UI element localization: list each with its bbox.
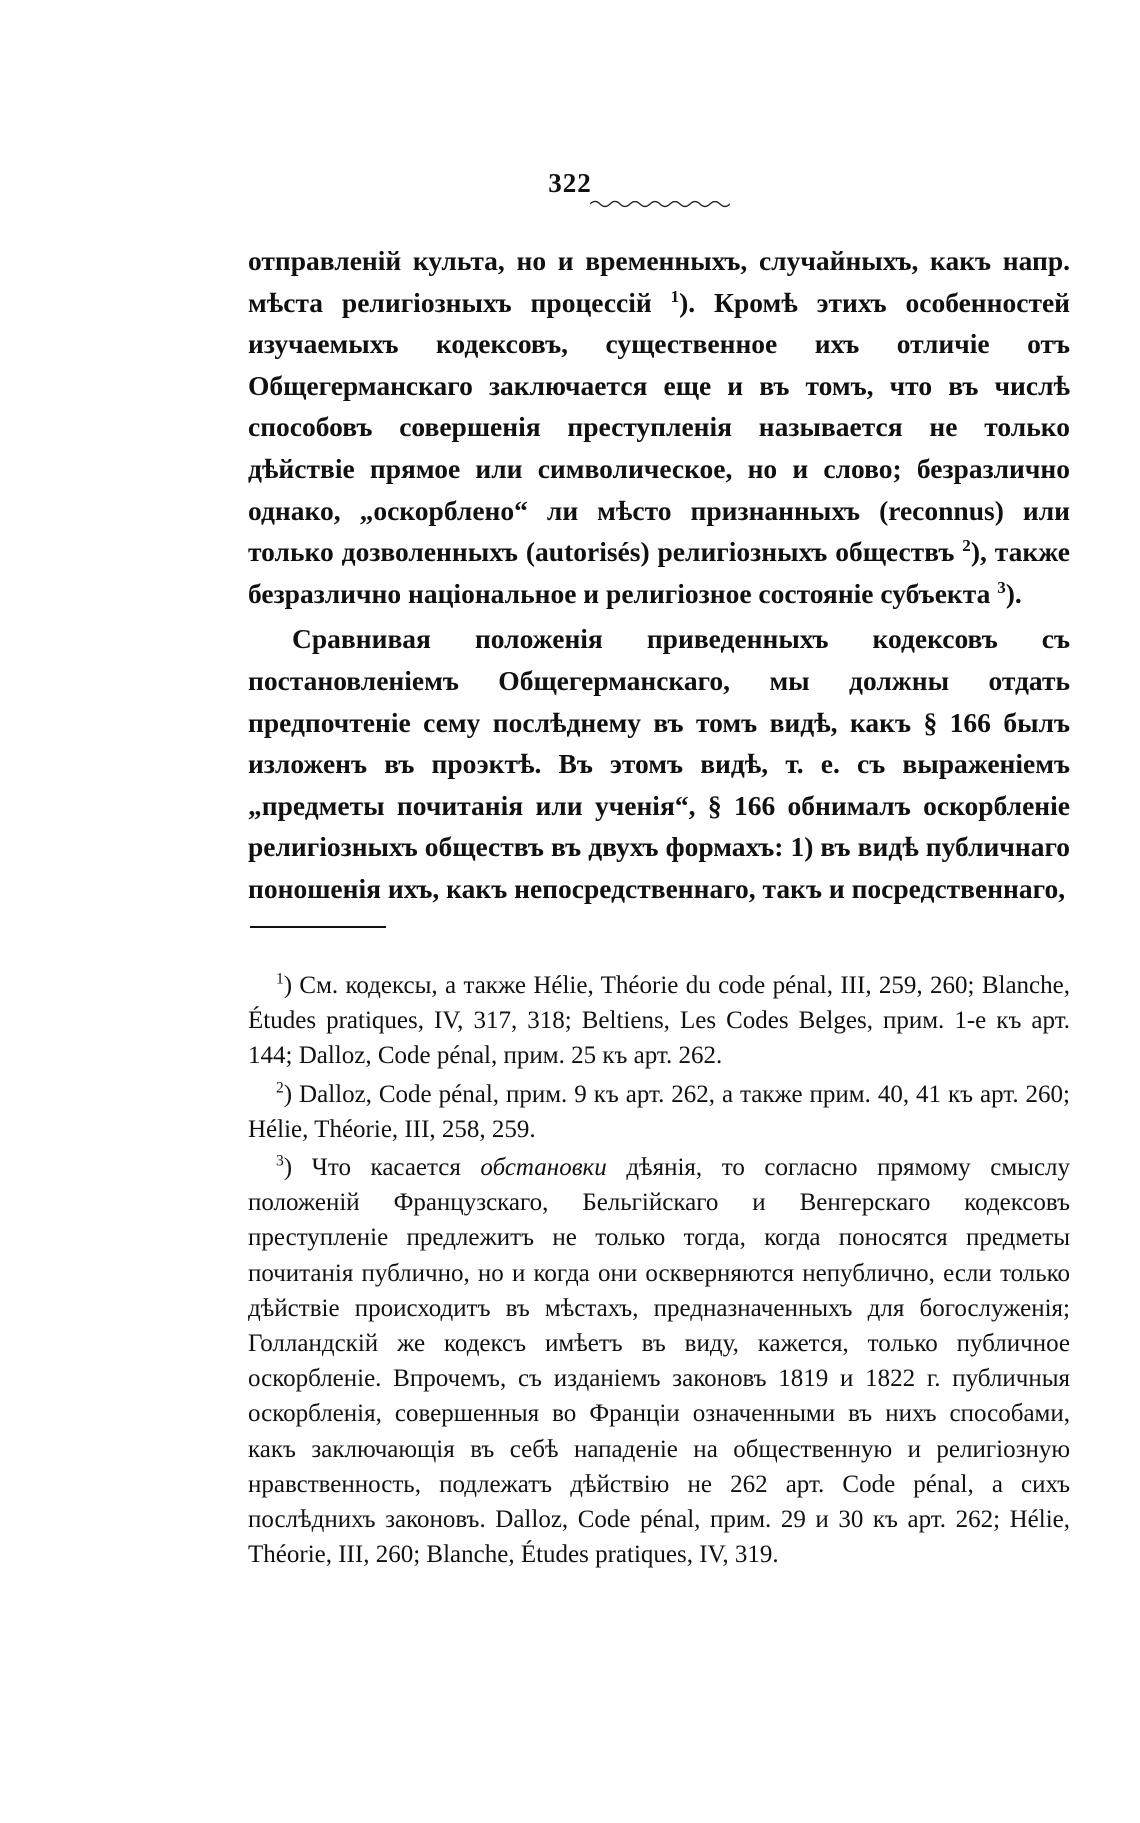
main-text <box>248 240 1070 910</box>
footnote-3-italic: обстановки <box>480 1154 607 1182</box>
footnote-2-marker: 2 <box>276 1079 284 1097</box>
paragraph-1-part-4: ). <box>1005 577 1022 609</box>
footnote-2-text: ) Dalloz, Code pénal, прим. 9 къ арт. 262, а также прим. 40, 41 къ арт. 260; Hélie, Théorie, III, 258, 259. <box>248 1080 1070 1143</box>
footnote-3-text-before: ) Что касается <box>283 1154 481 1182</box>
footnote-3-text-after: дѣянія, то согласно прямому смыслу положеній Французскаго, Бельгійскаго и Венгерскаго кодексовъ преступленіе предлежитъ не только тогда, когда поносятся предметы почитанія публично, но и когда они оскверняются непублично, если только дѣйствіе происходитъ въ мѣстахъ, предназначенныхъ для богослуженія; Голландскій же кодексъ имѣетъ въ виду, кажется, только публичное оскорбленіе. Впрочемъ, съ изданіемъ законовъ 1819 и 1822 г. публичныя оскорбленія, совершенныя во Франціи означенными въ нихъ способами, какъ заключающія въ себѣ нападеніе на общественную и религіозную нравственность, подлежатъ дѣйствію не 262 арт. Code pénal, а сихъ послѣднихъ законовъ. Dalloz, Code pénal, прим. 29 и 30 къ арт. 262; Hélie, Théorie, III, 260; Blanche, Études pratiques, IV, 319. <box>248 1154 1071 1569</box>
footnote-3 <box>248 1150 1070 1572</box>
footnote-1-marker: 1 <box>276 970 284 988</box>
footnote-ref-2: 2 <box>962 536 971 555</box>
footnote-1 <box>248 968 1070 1074</box>
footnote-2 <box>248 1077 1070 1147</box>
paragraph-1 <box>248 240 1070 614</box>
page-number: 322 <box>548 168 592 198</box>
paragraph-1-part-1: отправленій культа, но и временныхъ, случайныхъ, какъ напр. мѣста религіозныхъ процессій <box>248 245 1070 318</box>
footnote-1-text: ) См. кодексы, а также Hélie, Théorie du code pénal, III, 259, 260; Blanche, Études pratiques, IV, 317, 318; Beltiens, Les Codes Belges, прим. 1-е къ арт. 144; Dalloz, Code pénal, прим. 25 къ арт. 262. <box>248 972 1070 1070</box>
paragraph-1-part-2: ). Кромѣ этихъ особенностей изучаемыхъ кодексовъ, существенное ихъ отличіе отъ Общегерманскаго заключается еще и въ томъ, что въ числѣ способовъ совершенія преступленія называется не только дѣйствіе прямое или символическое, но и слово; безразлично однако, „оскорблено“ ли мѣсто признанныхъ (reconnus) или только дозволенныхъ (autorisés) религіозныхъ обществъ <box>248 286 1070 568</box>
footnote-divider <box>250 926 386 928</box>
paragraph-1-part-3: ), также безразлично національное и религіозное состояніе субъекта <box>248 536 1070 609</box>
footnotes <box>248 968 1070 1575</box>
paragraph-2: Сравнивая положенія приведенныхъ кодексовъ съ постановленіемъ Общегерманскаго, мы должны отдать предпочтеніе сему послѣднему въ томъ видѣ, какъ § 166 былъ изложенъ въ проэктѣ. Въ этомъ видѣ, т. е. съ выраженіемъ „предметы почитанія или ученія“, § 166 обнималъ оскорбленіе религіозныхъ обществъ въ двухъ формахъ: 1) въ видѣ публичнаго поношенія ихъ, какъ непосредственнаго, такъ и посредственнаго, <box>248 623 1070 904</box>
page-number-ornament <box>590 198 730 210</box>
footnote-3-marker: 3 <box>276 1152 284 1170</box>
footnote-ref-3: 3 <box>997 577 1006 597</box>
footnote-ref-1: 1 <box>670 286 680 306</box>
